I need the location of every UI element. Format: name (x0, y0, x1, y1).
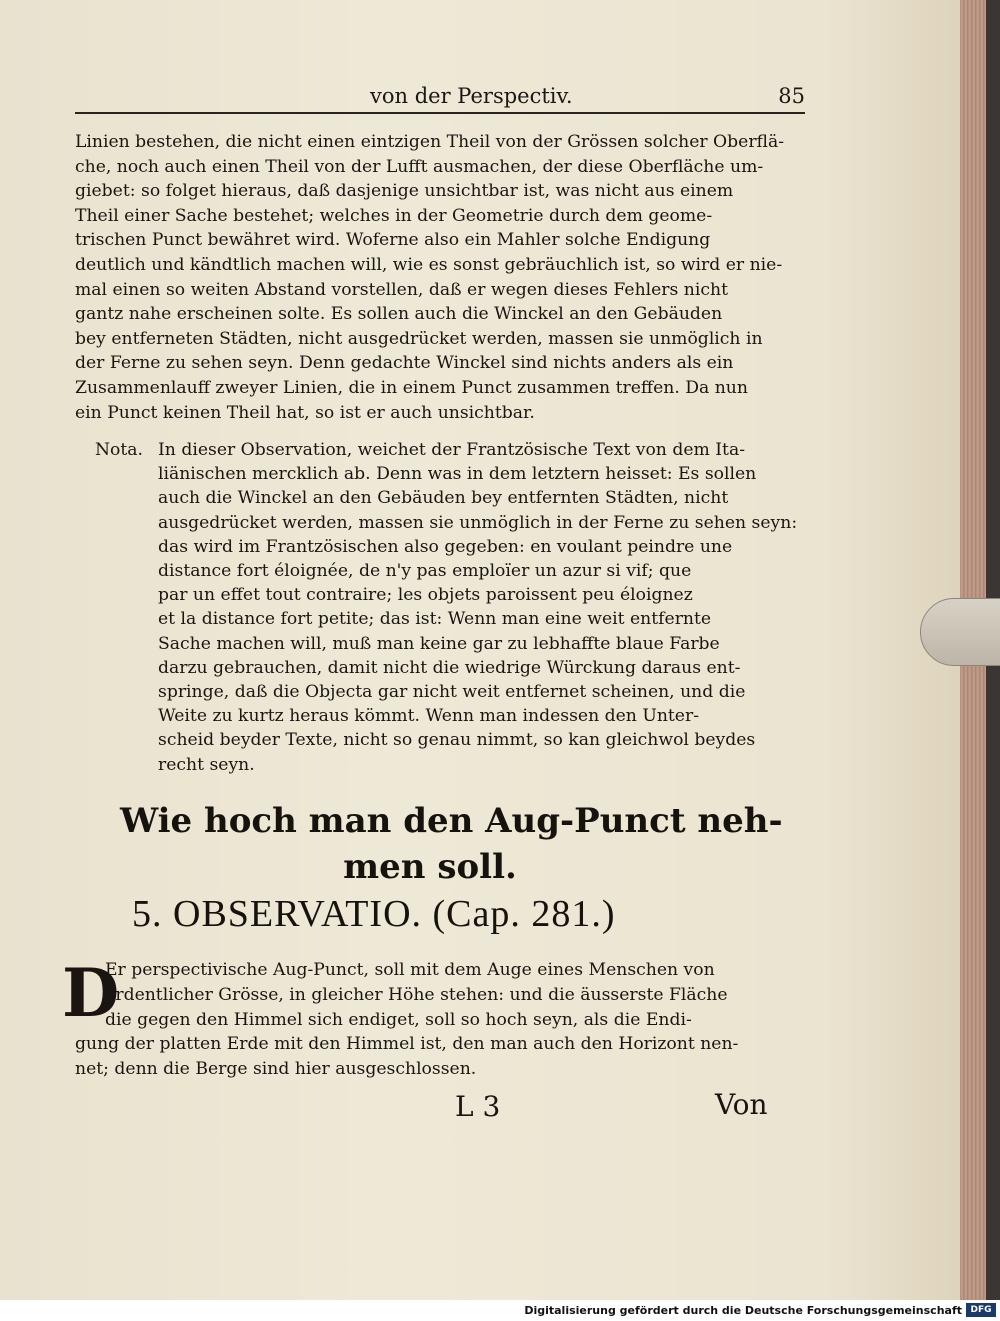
footer-bar (0, 1300, 1000, 1321)
text-line: deutlich und kändtlich machen will, wie es sonst gebräuchlich ist, so wird er nie- (75, 254, 783, 275)
text-line: mal einen so weiten Abstand vorstellen, daß er wegen dieses Fehlers nicht (75, 279, 728, 300)
text-line: giebet: so folget hieraus, daß dasjenige unsichtbar ist, was nicht aus einem (75, 181, 734, 202)
body-paragraph-1 (75, 130, 795, 425)
text-line: ausgedrücket werden, massen sie unmöglich in der Ferne zu sehen seyn: (158, 512, 798, 533)
running-head-title: von der Perspectiv. (370, 84, 573, 108)
body-paragraph-2 (75, 958, 795, 1082)
nota-paragraph (158, 438, 798, 777)
text-line: die gegen den Himmel sich endiget, soll so hoch seyn, als die Endi- (105, 1009, 692, 1030)
text-line: der Ferne zu sehen seyn. Denn gedachte Winckel sind nichts anders als ein (75, 353, 734, 374)
text-line: net; denn die Berge sind hier ausgeschlossen. (75, 1059, 477, 1080)
text-line: In dieser Observation, weichet der Frantzösische Text von dem Ita- (158, 440, 746, 460)
catchword: Von (715, 1088, 768, 1121)
text-line: auch die Winckel an den Gebäuden bey entfernten Städten, nicht (158, 488, 729, 509)
text-line: Sache machen will, muß man keine gar zu lebhaffte blaue Farbe (158, 633, 720, 654)
header-rule (75, 112, 805, 114)
signature-mark: L 3 (455, 1090, 501, 1123)
running-head (75, 84, 805, 114)
text-line: ein Punct keinen Theil hat, so ist er auch unsichtbar. (75, 402, 535, 423)
text-line: par un effet tout contraire; les objets paroissent peu éloignez (158, 585, 693, 606)
text-line: das wird im Frantzösischen also gegeben: en voulant peindre une (158, 536, 733, 557)
text-line: darzu gebrauchen, damit nicht die wiedrige Würckung daraus ent- (158, 657, 741, 678)
heading-line-2: men soll. (343, 847, 517, 887)
text-line: Theil einer Sache bestehet; welches in der Geometrie durch dem geome- (75, 205, 713, 226)
text-line: springe, daß die Objecta gar nicht weit entfernet scheinen, und die (158, 682, 746, 703)
text-line: Weite zu kurtz heraus kömmt. Wenn man indessen den Unter- (158, 706, 700, 727)
text-line: distance fort éloignée, de n'y pas emploïer un azur si vif; que (158, 561, 692, 582)
text-line: bey entferneten Städten, nicht ausgedrücket werden, massen sie unmöglich in (75, 328, 763, 349)
section-heading (120, 798, 783, 890)
observatio-heading: 5. OBSERVATIO. (Cap. 281.) (132, 893, 616, 935)
text-line: Linien bestehen, die nicht einen eintzigen Theil von der Grössen solcher Oberflä- (75, 132, 785, 152)
drop-cap: D (62, 954, 120, 1032)
text-line: recht seyn. (158, 754, 255, 775)
funding-credit: Digitalisierung gefördert durch die Deutsche Forschungsgemeinschaft (524, 1304, 962, 1317)
heading-line-1: Wie hoch man den Aug-Punct neh- (120, 801, 783, 841)
text-line: ordentlicher Grösse, in gleicher Höhe stehen: und die äusserste Fläche (105, 984, 728, 1005)
page-clip-tab (920, 598, 1000, 666)
text-line: gung der platten Erde mit den Himmel ist, den man auch den Horizont nen- (75, 1034, 739, 1055)
nota-label: Nota. (95, 440, 144, 460)
text-line: Er perspectivische Aug-Punct, soll mit dem Auge eines Menschen von (105, 960, 715, 980)
text-line: liänischen mercklich ab. Denn was in dem letztern heisset: Es sollen (158, 464, 757, 485)
page-number: 85 (778, 84, 805, 108)
text-line: et la distance fort petite; das ist: Wenn man eine weit entfernte (158, 609, 712, 630)
text-line: scheid beyder Texte, nicht so genau nimmt, so kan gleichwol beydes (158, 730, 756, 751)
text-line: Zusammenlauff zweyer Linien, die in einem Punct zusammen treffen. Da nun (75, 377, 748, 398)
text-line: trischen Punct bewähret wird. Woferne also ein Mahler solche Endigung (75, 230, 711, 251)
dfg-logo: DFG (966, 1303, 996, 1317)
text-line: gantz nahe erscheinen solte. Es sollen auch die Winckel an den Gebäuden (75, 304, 723, 325)
text-line: che, noch auch einen Theil von der Lufft ausmachen, der diese Oberfläche um- (75, 156, 764, 177)
